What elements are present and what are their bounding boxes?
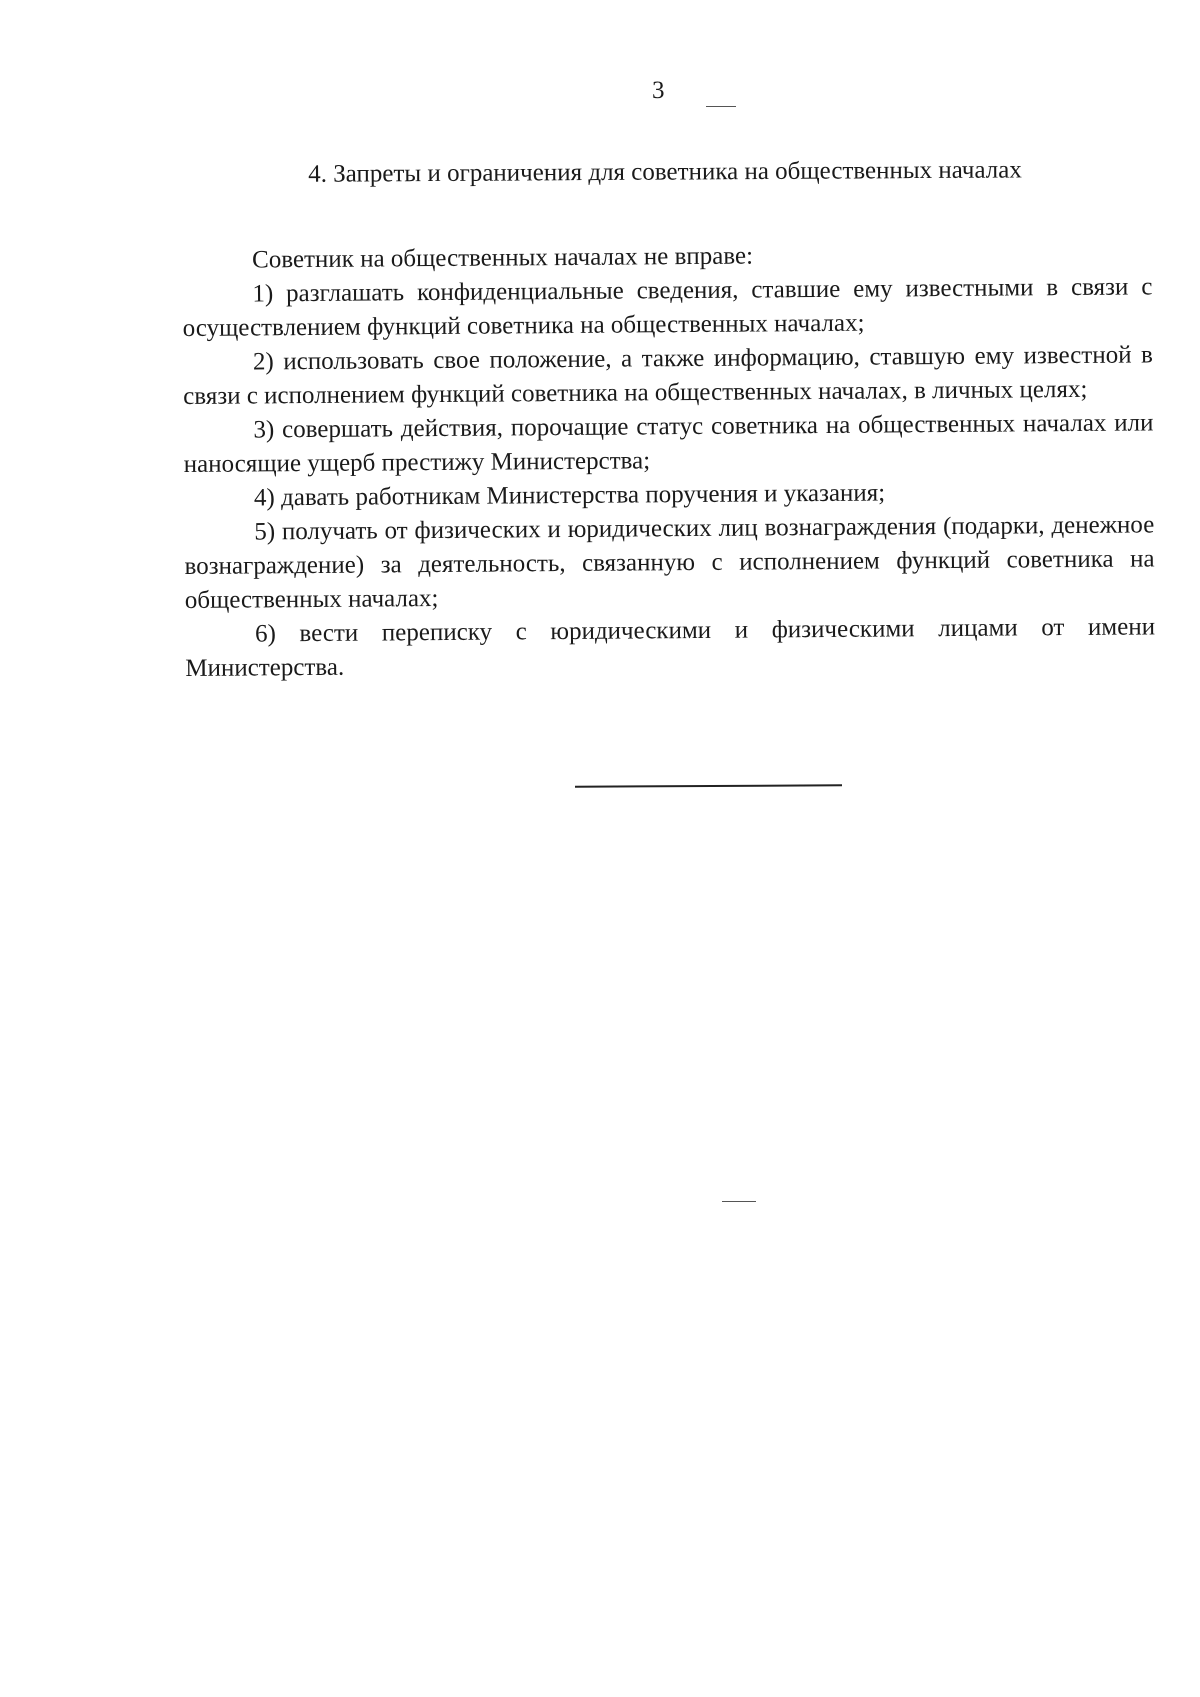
list-item-4: 4) давать работникам Министерства поручения и указания; (253, 479, 886, 512)
list-item-6: 6) вести переписку с юридическими и физическими лицами от имени Министерства. (185, 613, 1156, 682)
list-item-5: 5) получать от физических и юридических лиц вознаграждения (подарки, денежное вознаграждение) за деятельность, связанную с исполнением функций советника на общественных началах; (184, 511, 1155, 614)
section-heading: 4. Запреты и ограничения для советника на общественных началах (308, 156, 1022, 188)
page-number: 3 (652, 77, 665, 104)
list-item-2: 2) использовать свое положение, а также информацию, ставшую ему известной в связи с исполнением функций советника на общественных началах, в личных целях; (183, 341, 1154, 410)
document-body (182, 236, 1155, 686)
scan-artifact-bottom (722, 1201, 756, 1202)
list-item-3: 3) совершать действия, порочащие статус советника на общественных началах или наносящие ущерб престижу Министерства; (183, 409, 1154, 478)
end-of-document-line (575, 784, 842, 787)
intro-paragraph: Советник на общественных началах не вправе: (252, 242, 754, 274)
list-item-1: 1) разглашать конфиденциальные сведения, ставшие ему известными в связи с осуществлением функций советника на общественных началах; (182, 273, 1153, 342)
scan-artifact-top (706, 106, 736, 107)
